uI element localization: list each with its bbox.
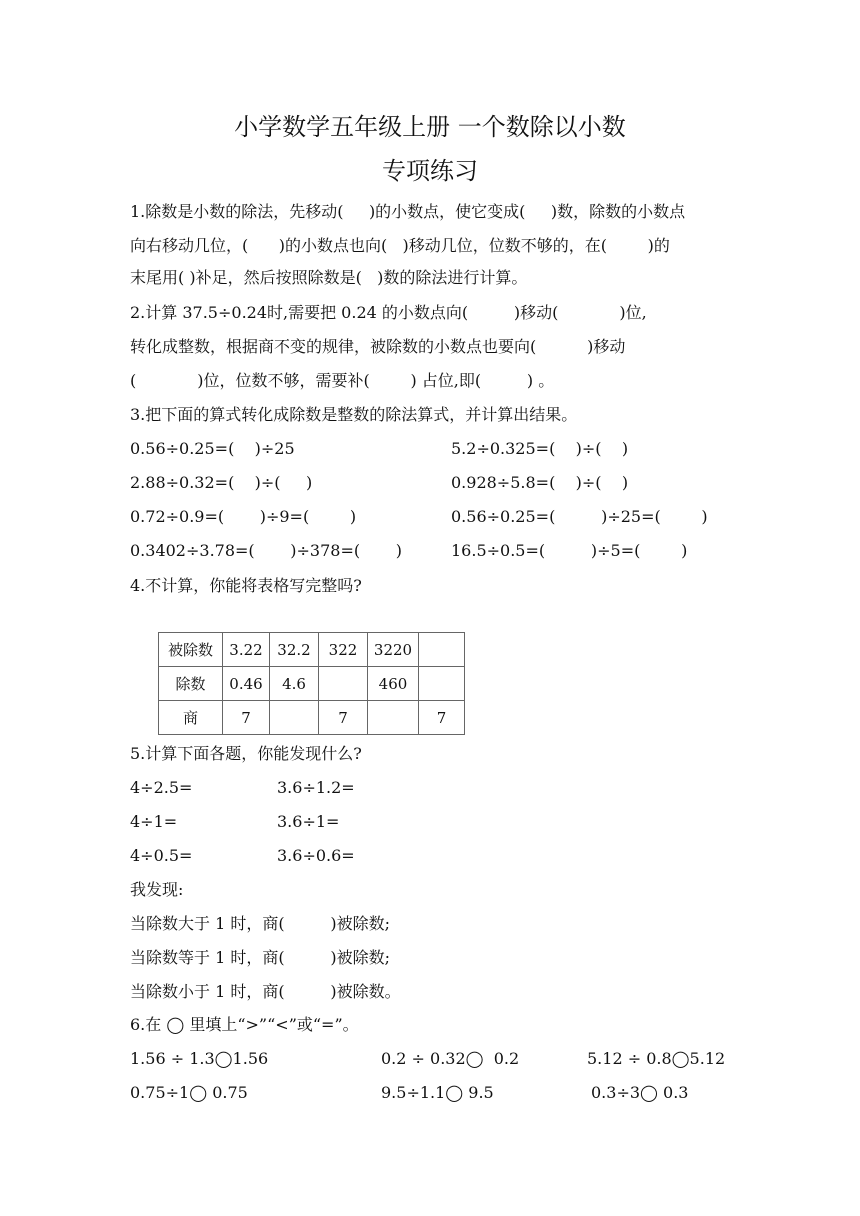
- q1-line-3: 末尾用( )补足，然后按照除数是( )数的除法进行计算。: [130, 268, 528, 287]
- table-cell: 7: [319, 701, 368, 735]
- q5-item-left: 4÷0.5=: [130, 846, 193, 865]
- q5-item-left: 4÷1=: [130, 812, 178, 831]
- table-cell: [270, 701, 319, 735]
- table-cell: 除数: [159, 667, 223, 701]
- q3-item-right: 0.928÷5.8=( )÷( ): [451, 473, 629, 492]
- q5-finding-label: 我发现:: [130, 880, 184, 899]
- q1-line-1: 1.除数是小数的除法，先移动( )的小数点，使它变成( )数，除数的小数点: [130, 202, 686, 221]
- q3-prompt: 3.把下面的算式转化成除数是整数的除法算式，并计算出结果。: [130, 405, 578, 424]
- table-cell: [319, 667, 368, 701]
- table-cell: [419, 633, 465, 667]
- table-cell: 32.2: [270, 633, 319, 667]
- q5-item-right: 3.6÷1=: [277, 812, 340, 831]
- q5-item-right: 3.6÷0.6=: [277, 846, 355, 865]
- q6-item: 0.75÷1◯ 0.75: [130, 1083, 248, 1102]
- table-cell: [419, 667, 465, 701]
- q5-item-left: 4÷2.5=: [130, 778, 193, 797]
- table-row: [159, 701, 465, 735]
- q2-line-3: ( )位，位数不够，需要补( ) 占位,即( ) 。: [130, 371, 555, 390]
- table-row: [159, 667, 465, 701]
- table-row: [159, 633, 465, 667]
- q5-finding: 当除数小于 1 时，商( )被除数。: [130, 982, 401, 1001]
- q3-item-left: 2.88÷0.32=( )÷( ): [130, 473, 313, 492]
- page-subtitle: 专项练习: [382, 157, 478, 185]
- q4-prompt: 4.不计算，你能将表格写完整吗?: [130, 576, 362, 595]
- q3-item-right: 5.2÷0.325=( )÷( ): [451, 439, 629, 458]
- q1-line-2: 向右移动几位，( )的小数点也向( )移动几位，位数不够的，在( )的: [130, 236, 670, 255]
- q6-item: 1.56 ÷ 1.3◯1.56: [130, 1049, 269, 1068]
- table-cell: 3.22: [223, 633, 270, 667]
- q3-item-left: 0.72÷0.9=( )÷9=( ): [130, 507, 357, 526]
- q3-item-left: 0.56÷0.25=( )÷25: [130, 439, 295, 458]
- q5-item-right: 3.6÷1.2=: [277, 778, 355, 797]
- table-cell: 0.46: [223, 667, 270, 701]
- table-cell: 322: [319, 633, 368, 667]
- table-cell: 4.6: [270, 667, 319, 701]
- table-cell: 商: [159, 701, 223, 735]
- table-cell: [368, 701, 419, 735]
- q3-item-right: 0.56÷0.25=( )÷25=( ): [451, 507, 708, 526]
- q2-line-1: 2.计算 37.5÷0.24时,需要把 0.24 的小数点向( )移动( )位,: [130, 303, 647, 322]
- q6-item: 9.5÷1.1◯ 9.5: [381, 1083, 494, 1102]
- q6-item: 5.12 ÷ 0.8◯5.12: [587, 1049, 726, 1068]
- q6-item: 0.3÷3◯ 0.3: [591, 1083, 689, 1102]
- table-cell: 7: [223, 701, 270, 735]
- q3-item-right: 16.5÷0.5=( )÷5=( ): [451, 541, 688, 560]
- q3-item-left: 0.3402÷3.78=( )÷378=( ): [130, 541, 402, 560]
- table-cell: 被除数: [159, 633, 223, 667]
- page-title: 小学数学五年级上册 一个数除以小数: [234, 113, 626, 141]
- q5-prompt: 5.计算下面各题，你能发现什么?: [130, 744, 362, 763]
- q6-prompt: 6.在 ◯ 里填上“>”“<”或“=”。: [130, 1015, 359, 1034]
- q2-line-2: 转化成整数，根据商不变的规律，被除数的小数点也要向( )移动: [130, 337, 626, 356]
- table-cell: 3220: [368, 633, 419, 667]
- division-table: [158, 632, 465, 735]
- q5-finding: 当除数等于 1 时，商( )被除数;: [130, 948, 391, 967]
- table-cell: 460: [368, 667, 419, 701]
- q5-finding: 当除数大于 1 时，商( )被除数;: [130, 914, 391, 933]
- q6-item: 0.2 ÷ 0.32◯ 0.2: [381, 1049, 520, 1068]
- table-cell: 7: [419, 701, 465, 735]
